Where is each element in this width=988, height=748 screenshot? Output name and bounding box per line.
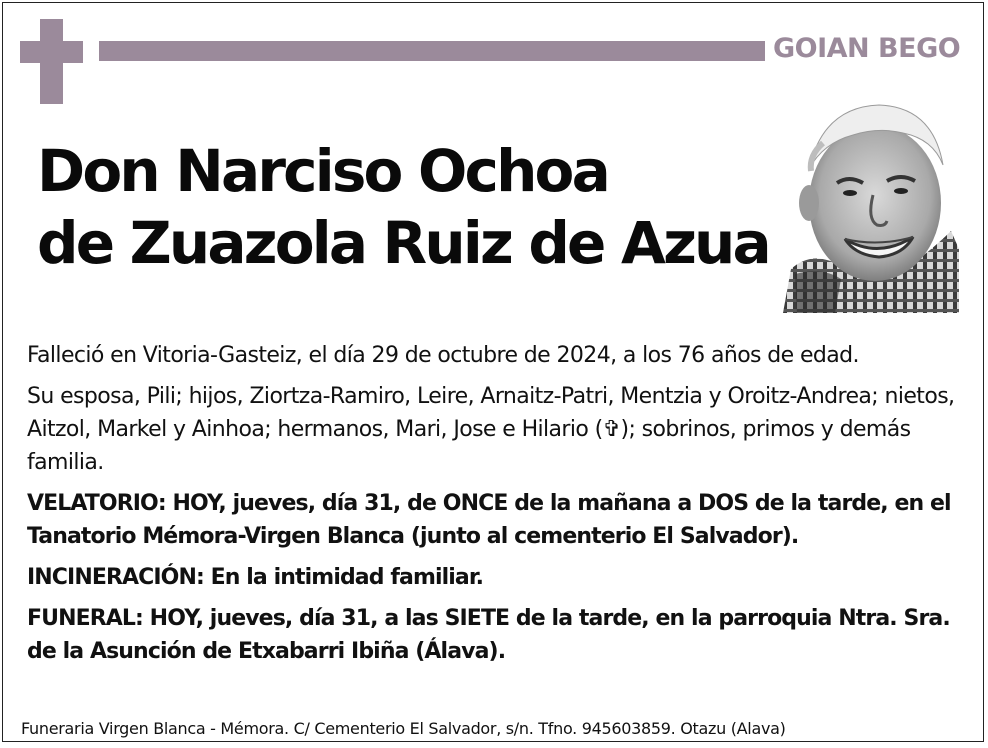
velatorio-info: VELATORIO: HOY, jueves, día 31, de ONCE de la mañana a DOS de la tarde, en el Tanatorio Mémora-Virgen Blanca (junto al cementerio El Salvador). <box>27 491 951 549</box>
portrait-photo <box>783 99 959 313</box>
funeral-home-footer: Funeraria Virgen Blanca - Mémora. C/ Cementerio El Salvador, s/n. Tfno. 945603859. Otazu (Alava) <box>21 719 786 738</box>
deceased-name-line2: de Zuazola Ruiz de Azua <box>37 209 769 277</box>
brand-label: GOIAN BEGO <box>773 33 961 64</box>
header-bar <box>99 41 765 61</box>
deceased-name <box>37 135 769 279</box>
incineracion-info: INCINERACIÓN: En la intimidad familiar. <box>27 565 484 590</box>
family-list: Su esposa, Pili; hijos, Ziortza-Ramiro, Leire, Arnaitz-Patri, Mentzia y Oroitz-Andrea; nietos, Aitzol, Markel y Ainhoa; hermanos, Mari, Jose e Hilario (✞); sobrinos, primos y demás familia. <box>27 384 955 475</box>
obituary-notice <box>2 2 984 742</box>
cross-icon <box>20 19 83 104</box>
funeral-info: FUNERAL: HOY, jueves, día 31, a las SIETE de la tarde, en la parroquia Ntra. Sra. de la Asunción de Etxabarri Ibiña (Álava). <box>27 606 950 664</box>
deceased-name-line1: Don Narciso Ochoa <box>37 137 608 205</box>
notice-body <box>27 339 967 676</box>
death-statement: Falleció en Vitoria-Gasteiz, el día 29 de octubre de 2024, a los 76 años de edad. <box>27 343 859 368</box>
